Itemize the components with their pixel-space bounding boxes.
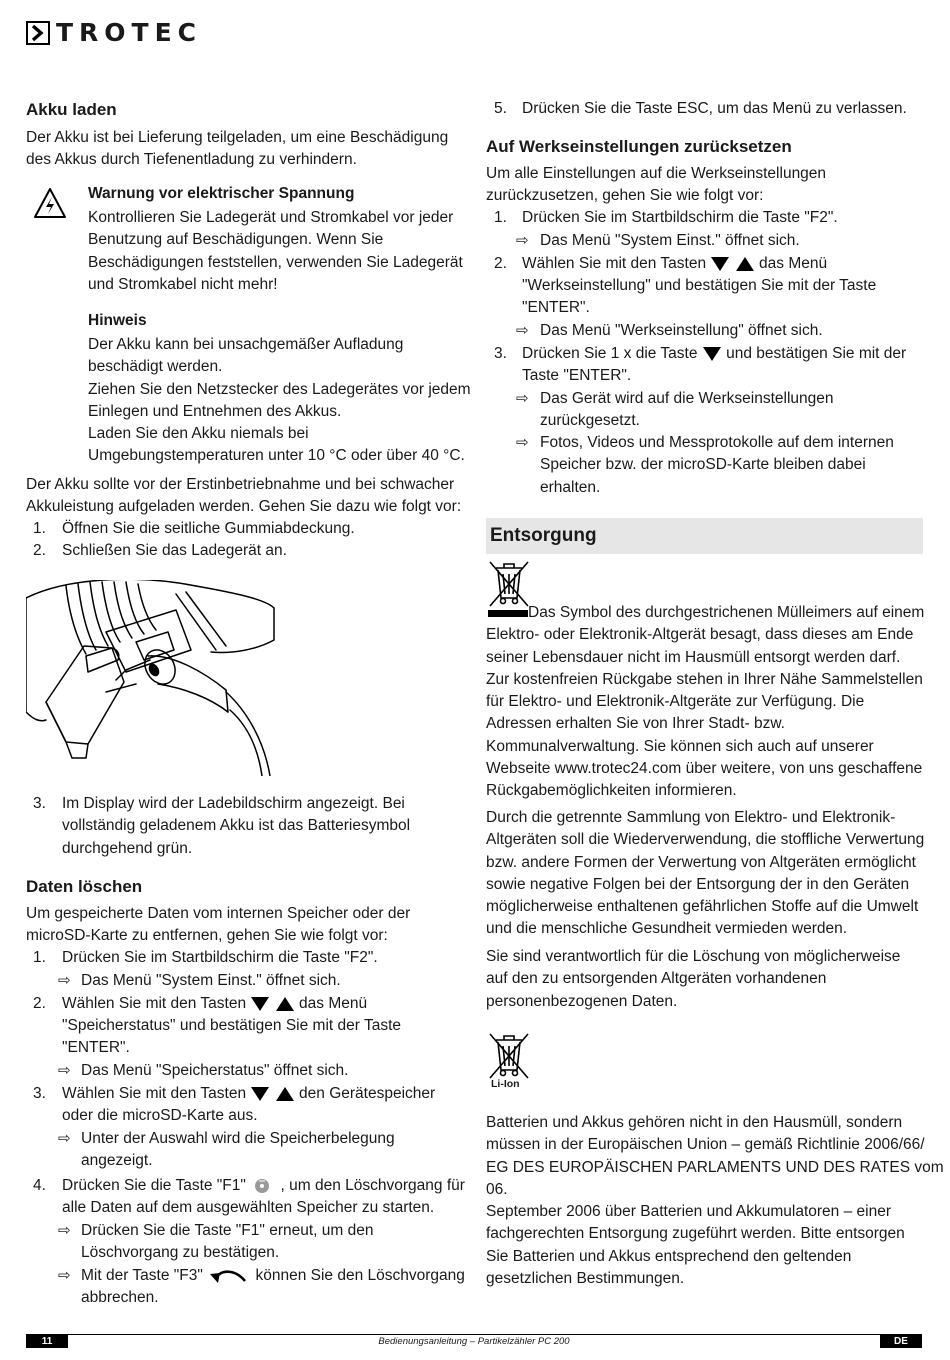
disposal-p2-line: Durch die getrennte Sammlung von Elektro- und Elektronik-: [486, 809, 896, 826]
step-number: 2.: [494, 255, 507, 272]
reset-title: Auf Werkseinstellungen zurücksetzen: [486, 137, 792, 156]
reset-step-2-line: "Werkseinstellung" und bestätigen Sie mit der Taste: [522, 277, 877, 294]
delete-step-4-result-text: Mit der Taste "F3": [81, 1267, 203, 1284]
akku-title: Akku laden: [26, 100, 117, 119]
disposal-p1-line: Kommunalverwaltung. Sie können sich auch auf unserer: [486, 737, 874, 755]
step-number: 4.: [33, 1177, 46, 1194]
language-code: DE: [880, 1335, 922, 1348]
charge-intro-line: Akkuleistung aufgeladen werden. Gehen Sie dazu wie folgt vor:: [26, 498, 462, 516]
delete-step-4-text: , um den Löschvorgang für: [280, 1177, 465, 1194]
charge-step-3-line: vollständig geladenem Akku ist das Batteriesymbol: [62, 817, 411, 835]
charge-step-3-line: Im Display wird der Ladebildschirm angezeigt. Bei: [62, 795, 405, 812]
delete-step-4-line: alle Daten auf dem ausgewählten Speicher zu starten.: [62, 1199, 435, 1216]
disposal-p2-line: Altgeräten soll die Wiederverwendung, die stoffliche Verwertung: [486, 831, 925, 849]
disposal-p4-line: Sie Batterien und Akkus entsprechend den geltenden: [486, 1247, 852, 1265]
hint-title: Hinweis: [88, 312, 147, 329]
delete-step-3-text: den Gerätespeicher: [299, 1085, 436, 1102]
disposal-p1-line: seiner Lebensdauer nicht im Hausmüll entsorgt werden darf.: [486, 648, 901, 666]
hint-line: Ziehen Sie den Netzstecker des Ladegerätes vor jedem: [88, 380, 471, 398]
footer-doc-title: Bedienungsanleitung – Partikelzähler PC 200: [378, 1336, 570, 1347]
li-ion-label: Li-Ion: [491, 1078, 520, 1090]
disposal-p1-line: Rückgabemöglichkeiten informieren.: [486, 782, 737, 800]
result-arrow-icon: ⇨: [516, 322, 529, 339]
reset-intro-line: zurückzusetzen, gehen Sie wie folgt vor:: [486, 187, 764, 205]
step-number: 3.: [33, 1085, 46, 1102]
delete-intro-line: microSD-Karte zu entfernen, gehen Sie wie folgt vor:: [26, 927, 388, 945]
delete-step-3-text: Wählen Sie mit den Tasten: [62, 1085, 247, 1102]
disposal-p1-line: Zur kostenfreien Rückgabe stehen in Ihrer Nähe Sammelstellen: [486, 670, 923, 688]
delete-step-3-line: oder die microSD-Karte aus.: [62, 1107, 258, 1124]
page-number: 11: [26, 1335, 68, 1348]
delete-step-1-result: Das Menü "System Einst." öffnet sich.: [81, 972, 341, 989]
delete-disc-icon: [250, 1177, 276, 1195]
charge-step-1: Öffnen Sie die seitliche Gummiabdeckung.: [62, 520, 355, 537]
result-arrow-icon: ⇨: [58, 1222, 71, 1239]
reset-step-3-result-line: Das Gerät wird auf die Werkseinstellungen: [540, 390, 834, 407]
disposal-p1-line: für Elektro- und Elektronik-Altgeräte zur Verfügung. Die: [486, 693, 865, 711]
delete-step-4-text: Drücken Sie die Taste "F1": [62, 1177, 246, 1194]
reset-step-3-line: Taste "ENTER".: [522, 367, 632, 384]
reset-step-3-text: und bestätigen Sie mit der: [726, 345, 907, 362]
reset-step-3-result-line: zurückgesetzt.: [540, 412, 640, 430]
disposal-p3-line: auf den zu entsorgenden Altgeräten vorhandenen: [486, 970, 827, 988]
hint-line: Umgebungstemperaturen unter 10 °C oder über 40 °C.: [88, 447, 465, 465]
disposal-p1-line: Das Symbol des durchgestrichenen Mülleimers auf einem: [528, 604, 925, 621]
back-arrow-icon: [207, 1267, 251, 1285]
reset-step-3-result-line: Speicher bzw. der microSD-Karte bleiben dabei: [540, 456, 866, 474]
charge-intro-line: Der Akku sollte vor der Erstinbetriebnahme und bei schwacher: [26, 476, 455, 493]
hint-line: beschädigt werden.: [88, 358, 223, 376]
warning-line: Kontrollieren Sie Ladegerät und Stromkabel vor jeder: [88, 209, 454, 226]
step-number: 2.: [33, 995, 46, 1012]
akku-intro-line: Der Akku ist bei Lieferung teilgeladen, um eine Beschädigung: [26, 129, 449, 146]
disposal-p4-line: EG DES EUROPÄISCHEN PARLAMENTS UND DES RATES vom 06.: [486, 1158, 944, 1198]
result-arrow-icon: ⇨: [516, 434, 529, 451]
step-number: 1.: [494, 209, 507, 226]
reset-step-1: Drücken Sie im Startbildschirm die Taste "F2".: [522, 209, 838, 226]
result-arrow-icon: ⇨: [516, 232, 529, 249]
delete-intro-line: Um gespeicherte Daten vom internen Speicher oder der: [26, 905, 411, 922]
reset-step-3-result-line: erhalten.: [540, 478, 601, 496]
disposal-p2-line: bzw. andere Formen der Verwertung von Altgeräten ermöglicht: [486, 853, 916, 871]
warning-line: und Stromkabel nicht mehr!: [88, 275, 278, 293]
charging-illustration: [26, 580, 276, 776]
step-number: 3.: [33, 795, 46, 812]
step-number: 5.: [494, 100, 507, 117]
charge-step-2: Schließen Sie das Ladegerät an.: [62, 542, 287, 559]
result-arrow-icon: ⇨: [58, 972, 71, 989]
disposal-p1-line: Elektro- oder Elektronik-Altgerät besagt, dass dieses am Ende: [486, 626, 914, 644]
disposal-title: Entsorgung: [490, 525, 597, 546]
electric-warning-icon: [33, 186, 67, 220]
arrow-up-key-icon: [275, 1086, 295, 1102]
delete-step-3-result-line: angezeigt.: [81, 1152, 153, 1170]
disposal-section-header: [486, 518, 923, 554]
reset-intro-line: Um alle Einstellungen auf die Werkseinstellungen: [486, 165, 827, 182]
warning-line: Beschädigungen feststellen, verwenden Sie Ladegerät: [88, 253, 463, 271]
hint-line: Der Akku kann bei unsachgemäßer Aufladung: [88, 336, 404, 353]
step-number: 1.: [33, 949, 46, 966]
delete-title: Daten löschen: [26, 877, 143, 896]
arrow-down-key-icon: [250, 1086, 270, 1102]
disposal-p1-line: Adressen erhalten Sie von Ihrer Stadt- bzw.: [486, 715, 785, 733]
warning-title: Warnung vor elektrischer Spannung: [88, 185, 355, 202]
disposal-p2-line: und die menschliche Gesundheit vermieden werden.: [486, 920, 848, 938]
disposal-p3-line: Sie sind verantwortlich für die Löschung von möglicherweise: [486, 948, 901, 965]
delete-step-3-result-line: Unter der Auswahl wird die Speicherbelegung: [81, 1130, 395, 1147]
result-arrow-icon: ⇨: [58, 1130, 71, 1147]
delete-step-2-result: Das Menü "Speicherstatus" öffnet sich.: [81, 1062, 349, 1079]
akku-intro-line: des Akkus durch Tiefenentladung zu verhindern.: [26, 151, 357, 169]
disposal-p4-line: müssen in der Europäischen Union – gemäß Richtlinie 2006/66/: [486, 1136, 925, 1154]
disposal-p4-line: September 2006 über Batterien und Akkumulatoren – einer: [486, 1203, 891, 1221]
step-number: 2.: [33, 542, 46, 559]
step-number: 1.: [33, 520, 46, 537]
result-arrow-icon: ⇨: [516, 390, 529, 407]
delete-step-2-text: das Menü: [299, 995, 368, 1012]
hint-line: Laden Sie den Akku niemals bei: [88, 425, 309, 443]
delete-step-2-text: Wählen Sie mit den Tasten: [62, 995, 247, 1012]
arrow-up-key-icon: [275, 996, 295, 1012]
reset-step-2-text: Wählen Sie mit den Tasten: [522, 255, 707, 272]
disposal-p4-line: Batterien und Akkus gehören nicht in den Hausmüll, sondern: [486, 1114, 903, 1131]
warning-line: Benutzung auf Beschädigungen. Wenn Sie: [88, 231, 384, 249]
delete-step-2-line: "Speicherstatus" und bestätigen Sie mit der Taste: [62, 1017, 401, 1034]
page-footer: [26, 1334, 922, 1348]
result-arrow-icon: ⇨: [58, 1267, 71, 1284]
disposal-p2-line: möglicherweise enthaltenen gefährlichen Stoffe auf die Umwelt: [486, 898, 919, 916]
delete-step-4-result-line: abbrechen.: [81, 1289, 159, 1306]
step-5: Drücken Sie die Taste ESC, um das Menü zu verlassen.: [522, 100, 907, 117]
arrow-down-key-icon: [710, 256, 730, 272]
delete-step-2-line: "ENTER".: [62, 1039, 130, 1057]
reset-step-3-text: Drücken Sie 1 x die Taste: [522, 345, 698, 362]
crossed-bin-icon: [486, 1030, 532, 1080]
arrow-up-key-icon: [735, 256, 755, 272]
reset-step-2-line: "ENTER".: [522, 299, 590, 317]
disposal-p4-line: gesetzlichen Bestimmungen.: [486, 1270, 685, 1288]
trotec-logo: [26, 20, 202, 46]
disposal-p4-line: fachgerechten Entsorgung zugeführt werden. Bitte entsorgen: [486, 1225, 905, 1243]
result-arrow-icon: ⇨: [58, 1062, 71, 1079]
delete-step-4-result-line: Löschvorgang zu bestätigen.: [81, 1244, 280, 1262]
delete-step-4-result-line: Drücken Sie die Taste "F1" erneut, um den: [81, 1222, 374, 1239]
charge-step-3-line: durchgehend grün.: [62, 839, 193, 857]
chevron-logo-icon: [26, 21, 50, 45]
reset-step-3-result-line: Fotos, Videos und Messprotokolle auf dem internen: [540, 434, 894, 451]
disposal-p1-line: Webseite www.trotec24.com über weitere, von uns geschaffene: [486, 760, 923, 778]
reset-step-1-result: Das Menü "System Einst." öffnet sich.: [540, 232, 800, 249]
arrow-down-key-icon: [702, 346, 722, 362]
disposal-p2-line: sowie negative Folgen bei der Entsorgung der in den Geräten: [486, 875, 910, 893]
step-number: 3.: [494, 345, 507, 362]
delete-step-4-result-text: können Sie den Löschvorgang: [255, 1267, 465, 1284]
reset-step-2-result: Das Menü "Werkseinstellung" öffnet sich.: [540, 322, 823, 339]
brand-name: TROTEC: [56, 18, 203, 47]
arrow-down-key-icon: [250, 996, 270, 1012]
hint-line: Einlegen und Entnehmen des Akkus.: [88, 402, 342, 420]
disposal-p3-line: personenbezogenen Daten.: [486, 992, 678, 1010]
delete-step-1: Drücken Sie im Startbildschirm die Taste "F2".: [62, 949, 378, 966]
reset-step-2-text: das Menü: [759, 255, 828, 272]
